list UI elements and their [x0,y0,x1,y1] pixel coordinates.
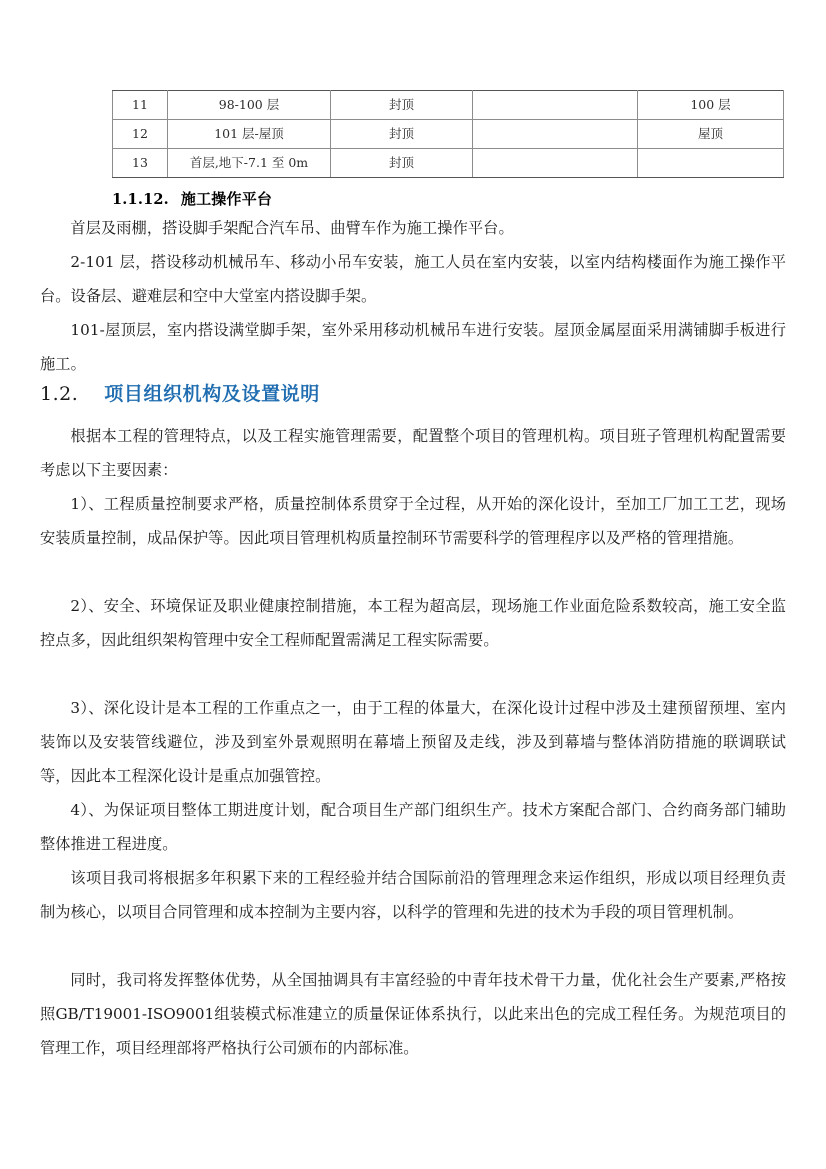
table-cell-status: 封顶 [331,91,473,120]
table-row [113,149,784,178]
table-cell-status: 封顶 [331,120,473,149]
heading-construction-platform [112,188,772,209]
table-cell-index: 12 [113,120,168,149]
paragraph-org-summary: 该项目我司将根据多年积累下来的工程经验并结合国际前沿的管理理念来运作组织，形成以项目经理负责制为核心，以项目合同管理和成本控制为主要内容，以科学的管理和先进的技术为手段的项目管理机制。 [40,869,786,921]
paragraph-org-item-4: 4）、为保证项目整体工期进度计划，配合项目生产部门组织生产。技术方案配合部门、合约商务部门辅助整体推进工程进度。 [40,801,786,853]
paragraph-platform-2: 2-101 层，搭设移动机械吊车、移动小吊车安装，施工人员在室内安装，以室内结构楼面作为施工操作平台。设备层、避难层和空中大堂室内搭设脚手架。 [40,253,786,305]
table-cell-note [638,149,784,178]
heading-project-organization [40,379,780,406]
table-cell-blank [473,91,638,120]
table-cell-note: 屋顶 [638,120,784,149]
table-cell-index: 11 [113,91,168,120]
floor-schedule-table [112,90,784,178]
table-cell-range: 98-100 层 [168,91,331,120]
paragraph-org-item-2: 2）、安全、环境保证及职业健康控制措施，本工程为超高层，现场施工作业面危险系数较高，施工安全监控点多，因此组织架构管理中安全工程师配置需满足工程实际需要。 [40,597,786,649]
table-cell-note: 100 层 [638,91,784,120]
heading-number: 1.2. [40,383,79,405]
paragraph-platform-3: 101-屋顶层，室内搭设满堂脚手架，室外采用移动机械吊车进行安装。屋顶金属屋面采用满铺脚手板进行施工。 [40,321,786,373]
table-cell-blank [473,120,638,149]
table-cell-blank [473,149,638,178]
paragraph-org-item-1: 1）、工程质量控制要求严格，质量控制体系贯穿于全过程，从开始的深化设计，至加工厂加工工艺，现场安装质量控制，成品保护等。因此项目管理机构质量控制环节需要科学的管理程序以及严格的管理措施。 [40,495,786,547]
paragraph-platform-1: 首层及雨棚，搭设脚手架配合汽车吊、曲臂车作为施工操作平台。 [70,219,514,237]
paragraph-org-closing: 同时，我司将发挥整体优势，从全国抽调具有丰富经验的中青年技术骨干力量，优化社会生产要素,严格按照GB/T19001-ISO9001组装模式标准建立的质量保证体系执行，以此来出色的完成工程任务。为规范项目的管理工作，项目经理部将严格执行公司颁布的内部标准。 [40,971,786,1057]
table-cell-index: 13 [113,149,168,178]
table-row [113,120,784,149]
table-row [113,91,784,120]
heading-title: 施工操作平台 [180,190,273,208]
paragraph-org-item-3: 3）、深化设计是本工程的工作重点之一，由于工程的体量大，在深化设计过程中涉及土建预留预埋、室内装饰以及安装管线避位，涉及到室外景观照明在幕墙上预留及走线，涉及到幕墙与整体消防措施的联调联试等，因此本工程深化设计是重点加强管控。 [40,699,786,785]
paragraph-org-intro: 根据本工程的管理特点，以及工程实施管理需要，配置整个项目的管理机构。项目班子管理机构配置需要考虑以下主要因素： [40,427,786,479]
table-cell-range: 首层,地下-7.1 至 0m [168,149,331,178]
table-cell-range: 101 层-屋顶 [168,120,331,149]
table-cell-status: 封顶 [331,149,473,178]
heading-title: 项目组织机构及设置说明 [104,383,320,405]
heading-number: 1.1.12. [112,191,169,208]
